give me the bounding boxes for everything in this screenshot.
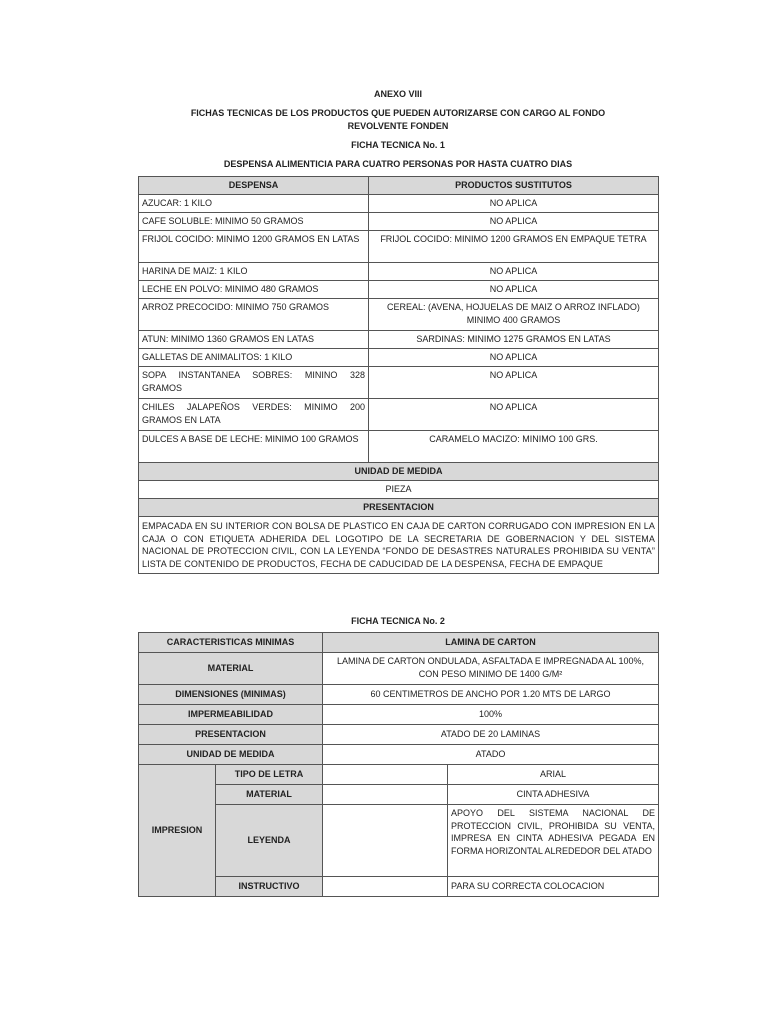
- impresion-label: IMPRESION: [139, 765, 216, 897]
- table-row: [139, 281, 659, 299]
- despensa-item: HARINA DE MAIZ: 1 KILO: [139, 263, 369, 281]
- table-row: [139, 367, 659, 399]
- table-row: [139, 299, 659, 331]
- despensa-item: CHILES JALAPEÑOS VERDES: MINIMO 200 GRAMOS EN LATA: [139, 399, 369, 431]
- impermeabilidad-label: IMPERMEABILIDAD: [139, 705, 323, 725]
- dimensiones-label: DIMENSIONES (MINIMAS): [139, 685, 323, 705]
- sustituto-item: CEREAL: (AVENA, HOJUELAS DE MAIZ O ARROZ INFLADO) MINIMO 400 GRAMOS: [369, 299, 659, 331]
- table-row: [139, 331, 659, 349]
- table-row: [139, 431, 659, 463]
- table-row: [139, 195, 659, 213]
- sustituto-item: FRIJOL COCIDO: MINIMO 1200 GRAMOS EN EMPAQUE TETRA: [369, 231, 659, 263]
- instructivo-value: PARA SU CORRECTA COLOCACION: [448, 877, 659, 897]
- sustituto-item: CARAMELO MACIZO: MINIMO 100 GRS.: [369, 431, 659, 463]
- table-row: [139, 399, 659, 431]
- sustituto-item: NO APLICA: [369, 281, 659, 299]
- tipo-letra-value: ARIAL: [448, 765, 659, 785]
- sustitutos-header: PRODUCTOS SUSTITUTOS: [369, 177, 659, 195]
- sustituto-item: NO APLICA: [369, 367, 659, 399]
- material2-value: CINTA ADHESIVA: [448, 785, 659, 805]
- sustituto-item: SARDINAS: MINIMO 1275 GRAMOS EN LATAS: [369, 331, 659, 349]
- impermeabilidad-value: 100%: [323, 705, 659, 725]
- despensa-item: GALLETAS DE ANIMALITOS: 1 KILO: [139, 349, 369, 367]
- despensa-item: CAFE SOLUBLE: MINIMO 50 GRAMOS: [139, 213, 369, 231]
- material-label: MATERIAL: [139, 653, 323, 685]
- unidad-medida-header: UNIDAD DE MEDIDA: [139, 463, 659, 481]
- dimensiones-value: 60 CENTIMETROS DE ANCHO POR 1.20 MTS DE LARGO: [323, 685, 659, 705]
- tipo-letra-label: TIPO DE LETRA: [216, 765, 323, 785]
- sustituto-item: NO APLICA: [369, 195, 659, 213]
- ficha2-heading: FICHA TECNICA No. 2: [351, 616, 445, 626]
- material-value: LAMINA DE CARTON ONDULADA, ASFALTADA E IMPREGNADA AL 100%, CON PESO MINIMO DE 1400 G/M²: [323, 653, 659, 685]
- despensa-item: SOPA INSTANTANEA SOBRES: MININO 328 GRAMOS: [139, 367, 369, 399]
- despensa-item: LECHE EN POLVO: MINIMO 480 GRAMOS: [139, 281, 369, 299]
- tipo-letra-blank: [323, 765, 448, 785]
- table-row: [139, 263, 659, 281]
- instructivo-blank: [323, 877, 448, 897]
- ficha1-subtitle: DESPENSA ALIMENTICIA PARA CUATRO PERSONAS POR HASTA CUATRO DIAS: [223, 159, 573, 169]
- ficha1-table: [138, 176, 659, 574]
- sustituto-item: NO APLICA: [369, 349, 659, 367]
- unidad-medida-value: PIEZA: [139, 481, 659, 499]
- despensa-header: DESPENSA: [139, 177, 369, 195]
- material2-blank: [323, 785, 448, 805]
- leyenda-blank: [323, 805, 448, 877]
- sustituto-item: NO APLICA: [369, 213, 659, 231]
- sustituto-item: NO APLICA: [369, 399, 659, 431]
- presentacion2-value: ATADO DE 20 LAMINAS: [323, 725, 659, 745]
- table-row: [139, 213, 659, 231]
- table-row: [139, 349, 659, 367]
- annex-heading: ANEXO VIII: [373, 89, 422, 99]
- presentacion2-label: PRESENTACION: [139, 725, 323, 745]
- leyenda-label: LEYENDA: [216, 805, 323, 877]
- material2-label: MATERIAL: [216, 785, 323, 805]
- unidad2-value: ATADO: [323, 745, 659, 765]
- leyenda-value: APOYO DEL SISTEMA NACIONAL DE PROTECCION CIVIL, PROHIBIDA SU VENTA, IMPRESA EN CINTA ADHESIVA PEGADA EN FORMA HORIZONTAL ALREDEDOR DEL ATADO: [448, 805, 659, 877]
- table-row: [139, 231, 659, 263]
- despensa-item: FRIJOL COCIDO: MINIMO 1200 GRAMOS EN LATAS: [139, 231, 369, 263]
- despensa-item: AZUCAR: 1 KILO: [139, 195, 369, 213]
- despensa-item: ATUN: MINIMO 1360 GRAMOS EN LATAS: [139, 331, 369, 349]
- presentacion-header: PRESENTACION: [139, 499, 659, 517]
- document-title-line1: FICHAS TECNICAS DE LOS PRODUCTOS QUE PUEDEN AUTORIZARSE CON CARGO AL FONDO: [190, 108, 606, 118]
- presentacion-text: EMPACADA EN SU INTERIOR CON BOLSA DE PLASTICO EN CAJA DE CARTON CORRUGADO CON IMPRESION EN LA CAJA O CON ETIQUETA ADHERIDA DEL LOGOTIPO DE LA SECRETARIA DE GOBERNACION Y DEL SISTEMA NACIONAL DE PROTECCION CIVIL, CON LA LEYENDA “FONDO DE DESASTRES NATURALES PROHIBIDA SU VENTA” LISTA DE CONTENIDO DE PRODUCTOS, FECHA DE CADUCIDAD DE LA DESPENSA, FECHA DE EMPAQUE: [139, 517, 659, 574]
- lamina-header: LAMINA DE CARTON: [323, 633, 659, 653]
- caracteristicas-header: CARACTERISTICAS MINIMAS: [139, 633, 323, 653]
- despensa-item: ARROZ PRECOCIDO: MINIMO 750 GRAMOS: [139, 299, 369, 331]
- document-title-line2: REVOLVENTE FONDEN: [347, 121, 449, 131]
- sustituto-item: NO APLICA: [369, 263, 659, 281]
- ficha1-heading: FICHA TECNICA No. 1: [351, 140, 445, 150]
- unidad2-label: UNIDAD DE MEDIDA: [139, 745, 323, 765]
- despensa-item: DULCES A BASE DE LECHE: MINIMO 100 GRAMOS: [139, 431, 369, 463]
- instructivo-label: INSTRUCTIVO: [216, 877, 323, 897]
- ficha2-table: [138, 632, 659, 897]
